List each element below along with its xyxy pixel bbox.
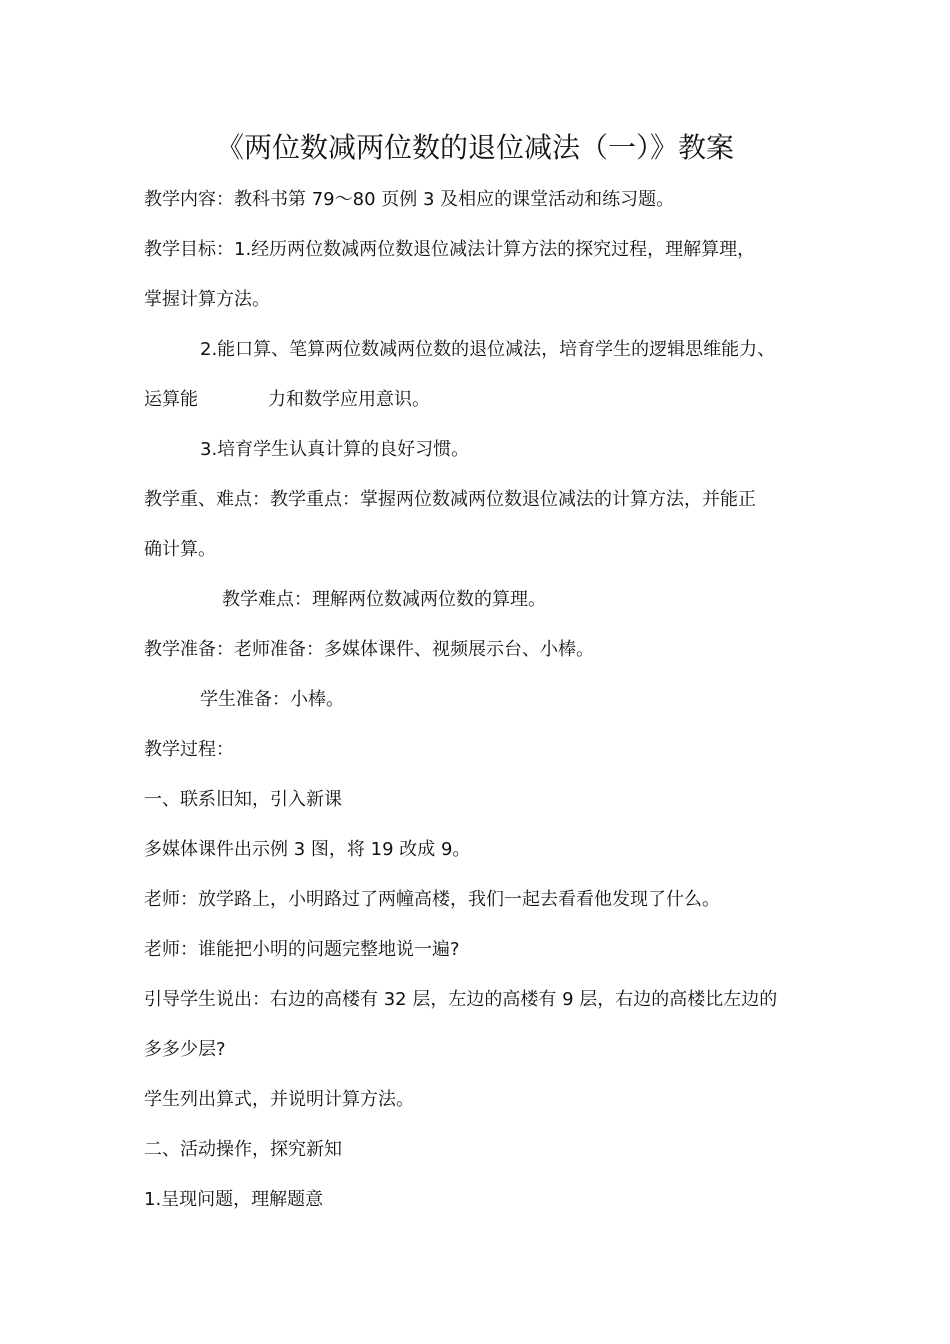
paragraph-3: 老师：谁能把小明的问题完整地说一遍? bbox=[144, 939, 460, 960]
teaching-goal-line-2-cont bbox=[144, 386, 430, 414]
teaching-goal-line-2: 2.能口算、笔算两位数减两位数的退位减法，培育学生的逻辑思维能力、 bbox=[200, 339, 776, 360]
key-points-line: 教学重、难点：教学重点：掌握两位数减两位数退位减法的计算方法，并能正 bbox=[144, 489, 756, 510]
section-1-heading: 一、联系旧知，引入新课 bbox=[144, 789, 342, 810]
document-title: 《两位数减两位数的退位减法（一）》教案 bbox=[215, 131, 734, 164]
paragraph-4-cont: 多多少层? bbox=[144, 1039, 226, 1060]
goal-2-cont-left: 运算能 bbox=[144, 389, 198, 410]
teaching-goal-line-1: 教学目标：1.经历两位数减两位数退位减法计算方法的探究过程，理解算理， bbox=[144, 239, 756, 260]
paragraph-1: 多媒体课件出示例 3 图，将 19 改成 9。 bbox=[144, 839, 471, 860]
paragraph-5: 学生列出算式，并说明计算方法。 bbox=[144, 1089, 414, 1110]
goal-2-cont-right: 力和数学应用意识。 bbox=[268, 389, 430, 410]
process-heading: 教学过程： bbox=[144, 739, 234, 760]
paragraph-4: 引导学生说出：右边的高楼有 32 层，左边的高楼有 9 层，右边的高楼比左边的 bbox=[144, 989, 778, 1010]
paragraph-2: 老师：放学路上，小明路过了两幢高楼，我们一起去看看他发现了什么。 bbox=[144, 889, 720, 910]
key-points-line-cont: 确计算。 bbox=[144, 539, 216, 560]
teaching-content-line: 教学内容：教科书第 79～80 页例 3 及相应的课堂活动和练习题。 bbox=[144, 189, 675, 210]
teaching-goal-line-1-cont: 掌握计算方法。 bbox=[144, 289, 270, 310]
prep-student-line: 学生准备：小棒。 bbox=[200, 689, 344, 710]
subsection-1-heading: 1.呈现问题，理解题意 bbox=[144, 1189, 324, 1210]
teaching-goal-line-3: 3.培育学生认真计算的良好习惯。 bbox=[200, 439, 470, 460]
section-2-heading: 二、活动操作，探究新知 bbox=[144, 1139, 342, 1160]
difficulty-line: 教学难点：理解两位数减两位数的算理。 bbox=[222, 589, 546, 610]
prep-teacher-line: 教学准备：老师准备：多媒体课件、视频展示台、小棒。 bbox=[144, 639, 594, 660]
